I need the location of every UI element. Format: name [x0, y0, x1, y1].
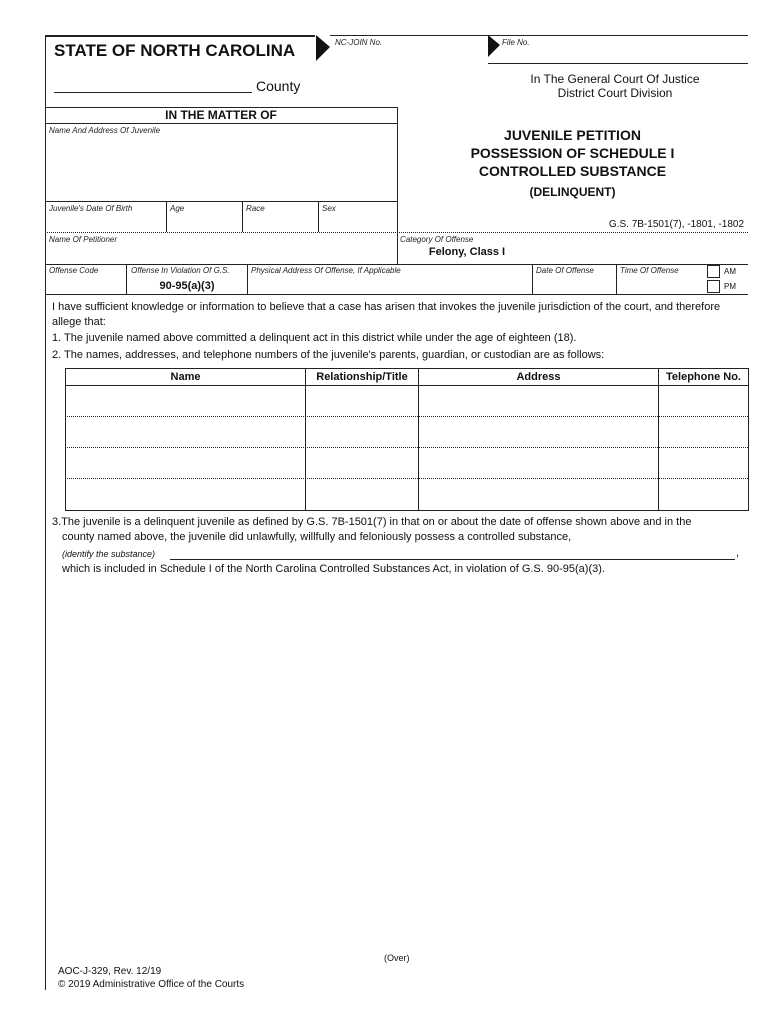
dob-label: Juvenile's Date Of Birth — [49, 204, 133, 213]
petitioner-label: Name Of Petitioner — [49, 235, 118, 244]
allegation-item-2: 2. The names, addresses, and telephone numbers of the juvenile's parents, guardian, or custodian are as follows: — [52, 349, 605, 361]
offense-divider-3 — [532, 264, 533, 294]
identify-substance-field[interactable] — [170, 559, 735, 560]
time-of-offense-label: Time Of Offense — [620, 266, 679, 275]
court-line-1: In The General Court Of Justice — [530, 72, 700, 86]
category-label: Category Of Offense — [400, 235, 474, 244]
race-label: Race — [246, 204, 265, 213]
nc-join-label: NC-JOIN No. — [335, 38, 383, 47]
offense-divider-2 — [247, 264, 248, 294]
matter-heading-line — [45, 123, 397, 124]
allegation-item-1: 1. The juvenile named above committed a delinquent act in this district while under the age of eighteen (18). — [52, 332, 577, 344]
court-line-2: District Court Division — [557, 86, 673, 100]
sex-label: Sex — [322, 204, 336, 213]
allegation-intro: I have sufficient knowledge or information to believe that a case has arisen that invokes the juvenile jurisdiction of the court, and therefore allege that: — [52, 301, 721, 328]
offense-row-top-line — [45, 264, 748, 265]
file-no-label: File No. — [502, 38, 530, 47]
copyright: © 2019 Administrative Office of the Courts — [58, 979, 245, 990]
pm-label: PM — [724, 282, 736, 291]
table-header-telephone: Telephone No. — [666, 371, 741, 383]
petitioner-row-top-line — [45, 232, 748, 233]
file-no-underline — [488, 63, 748, 64]
form-id: AOC-J-329, Rev. 12/19 — [58, 966, 162, 977]
offense-divider-1 — [126, 264, 127, 294]
identify-substance-comma: , — [736, 547, 740, 559]
name-address-field[interactable] — [47, 136, 395, 200]
nc-join-top-line — [330, 35, 748, 36]
date-of-offense-label: Date Of Offense — [536, 266, 594, 275]
state-title: STATE OF NORTH CAROLINA — [54, 41, 296, 60]
petition-subtitle: (DELINQUENT) — [529, 185, 616, 199]
offense-code-label: Offense Code — [49, 266, 99, 275]
race-sex-divider — [318, 201, 319, 232]
county-field[interactable] — [54, 92, 252, 93]
petition-title-3: CONTROLLED SUBSTANCE — [478, 163, 667, 179]
violation-label: Offense In Violation Of G.S. — [131, 266, 230, 275]
age-race-divider — [242, 201, 243, 232]
am-checkbox[interactable] — [707, 265, 720, 278]
table-row[interactable] — [66, 448, 747, 478]
form-top-border — [45, 35, 315, 37]
county-label: County — [256, 78, 301, 94]
over-label: (Over) — [384, 953, 410, 963]
matter-heading: IN THE MATTER OF — [165, 108, 277, 122]
table-header-relationship: Relationship/Title — [316, 371, 408, 383]
violation-value: 90-95(a)(3) — [159, 280, 215, 292]
table-header-name: Name — [170, 371, 201, 383]
form-left-border — [45, 35, 46, 990]
am-label: AM — [724, 267, 736, 276]
statute-reference: G.S. 7B-1501(7), -1801, -1802 — [608, 219, 744, 230]
file-no-arrow-icon — [488, 35, 500, 59]
allegation-item-3-line-2: county named above, the juvenile did unlawfully, willfully and feloniously possess a controlled substance, — [62, 531, 572, 543]
petition-title-1: JUVENILE PETITION — [504, 127, 641, 143]
dob-age-divider — [166, 201, 167, 232]
offense-row-bottom-line — [45, 294, 748, 295]
table-header-address: Address — [516, 371, 561, 383]
nc-join-arrow-icon — [316, 35, 330, 63]
name-address-label: Name And Address Of Juvenile — [49, 126, 161, 135]
allegation-item-3-line-1: 3.The juvenile is a delinquent juvenile as defined by G.S. 7B-1501(7) in that on or about the date of offense shown above and in the — [52, 516, 692, 528]
table-row[interactable] — [66, 386, 747, 416]
age-label: Age — [170, 204, 185, 213]
dob-row-top-line — [45, 201, 397, 202]
table-row[interactable] — [66, 417, 747, 447]
pm-checkbox[interactable] — [707, 280, 720, 293]
physical-address-label: Physical Address Of Offense, If Applicable — [251, 266, 401, 275]
petition-title-2: POSSESSION OF SCHEDULE I — [470, 145, 675, 161]
offense-divider-4 — [616, 264, 617, 294]
allegation-item-3-line-3: which is included in Schedule I of the North Carolina Controlled Substances Act, in violation of G.S. 90-95(a)(3). — [62, 563, 605, 575]
table-row[interactable] — [66, 479, 747, 509]
category-value: Felony, Class I — [428, 246, 506, 258]
identify-substance-label: (identify the substance) — [62, 549, 156, 559]
